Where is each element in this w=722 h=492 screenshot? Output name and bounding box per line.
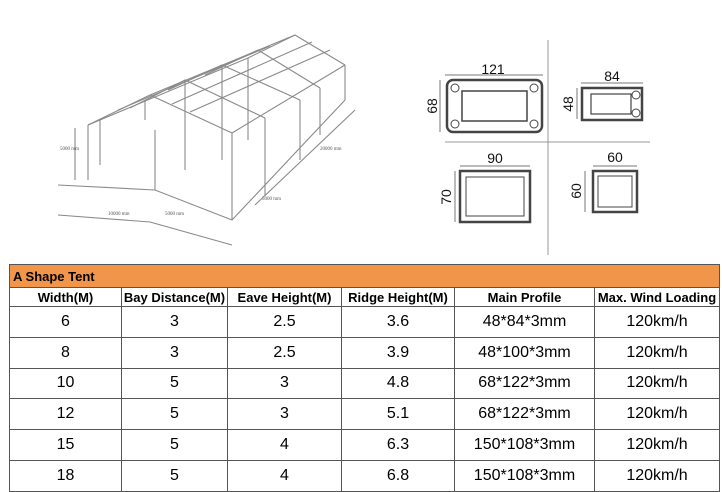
cell-bay: 3 <box>122 307 228 338</box>
profile-3-width: 90 <box>487 150 503 166</box>
tent-frame-drawing <box>0 0 430 255</box>
dim-bay-label: 5000 mm <box>165 212 185 217</box>
dim-length-label: 20000 mm <box>320 147 342 152</box>
profile-1-width: 121 <box>481 61 505 77</box>
cell-width: 18 <box>10 460 122 491</box>
profile-121x68 <box>424 61 543 132</box>
spec-table <box>9 264 720 492</box>
cell-eave: 2.5 <box>228 307 342 338</box>
cell-width: 15 <box>10 430 122 461</box>
cell-ridge: 5.1 <box>342 399 455 430</box>
header-bay-distance: Bay Distance(M) <box>122 288 228 307</box>
cell-width: 8 <box>10 337 122 368</box>
dim-height-label: 5000 mm <box>60 147 80 152</box>
cell-ridge: 3.9 <box>342 337 455 368</box>
cell-profile: 150*108*3mm <box>455 430 595 461</box>
cell-ridge: 6.3 <box>342 430 455 461</box>
table-row <box>10 337 720 368</box>
header-eave-height: Eave Height(M) <box>228 288 342 307</box>
cell-wind: 120km/h <box>595 430 720 461</box>
cell-ridge: 3.6 <box>342 307 455 338</box>
cell-bay: 5 <box>122 430 228 461</box>
cell-wind: 120km/h <box>595 337 720 368</box>
table-row <box>10 368 720 399</box>
header-ridge-height: Ridge Height(M) <box>342 288 455 307</box>
profile-2-width: 84 <box>604 68 620 84</box>
dim-side-label: 5000 mm <box>262 197 282 202</box>
cell-width: 12 <box>10 399 122 430</box>
table-row <box>10 399 720 430</box>
table-title: A Shape Tent <box>10 265 720 288</box>
profile-sections <box>420 30 720 260</box>
profile-3-height: 70 <box>438 189 454 205</box>
cell-wind: 120km/h <box>595 368 720 399</box>
cell-bay: 5 <box>122 460 228 491</box>
cell-eave: 2.5 <box>228 337 342 368</box>
cell-eave: 3 <box>228 399 342 430</box>
cell-profile: 48*100*3mm <box>455 337 595 368</box>
cell-eave: 4 <box>228 460 342 491</box>
cell-bay: 5 <box>122 368 228 399</box>
cell-width: 6 <box>10 307 122 338</box>
cell-profile: 68*122*3mm <box>455 368 595 399</box>
profile-1-height: 68 <box>424 98 440 114</box>
cell-wind: 120km/h <box>595 460 720 491</box>
profile-84x48 <box>560 68 643 120</box>
cell-profile: 68*122*3mm <box>455 399 595 430</box>
profile-60x60 <box>568 149 637 212</box>
header-main-profile: Main Profile <box>455 288 595 307</box>
profile-90x70 <box>438 150 530 222</box>
cell-ridge: 4.8 <box>342 368 455 399</box>
profile-2-height: 48 <box>560 96 576 112</box>
table-row <box>10 307 720 338</box>
cell-bay: 5 <box>122 399 228 430</box>
table-row <box>10 460 720 491</box>
cell-width: 10 <box>10 368 122 399</box>
profile-4-height: 60 <box>568 183 584 199</box>
header-width: Width(M) <box>10 288 122 307</box>
cell-eave: 4 <box>228 430 342 461</box>
cell-bay: 3 <box>122 337 228 368</box>
header-wind-loading: Max. Wind Loading <box>595 288 720 307</box>
cell-wind: 120km/h <box>595 399 720 430</box>
dim-width-label: 10000 mm <box>108 212 130 217</box>
cell-eave: 3 <box>228 368 342 399</box>
table-row <box>10 430 720 461</box>
profile-4-width: 60 <box>607 149 623 165</box>
cell-profile: 48*84*3mm <box>455 307 595 338</box>
cell-ridge: 6.8 <box>342 460 455 491</box>
cell-wind: 120km/h <box>595 307 720 338</box>
table-header-row <box>10 288 720 307</box>
cell-profile: 150*108*3mm <box>455 460 595 491</box>
